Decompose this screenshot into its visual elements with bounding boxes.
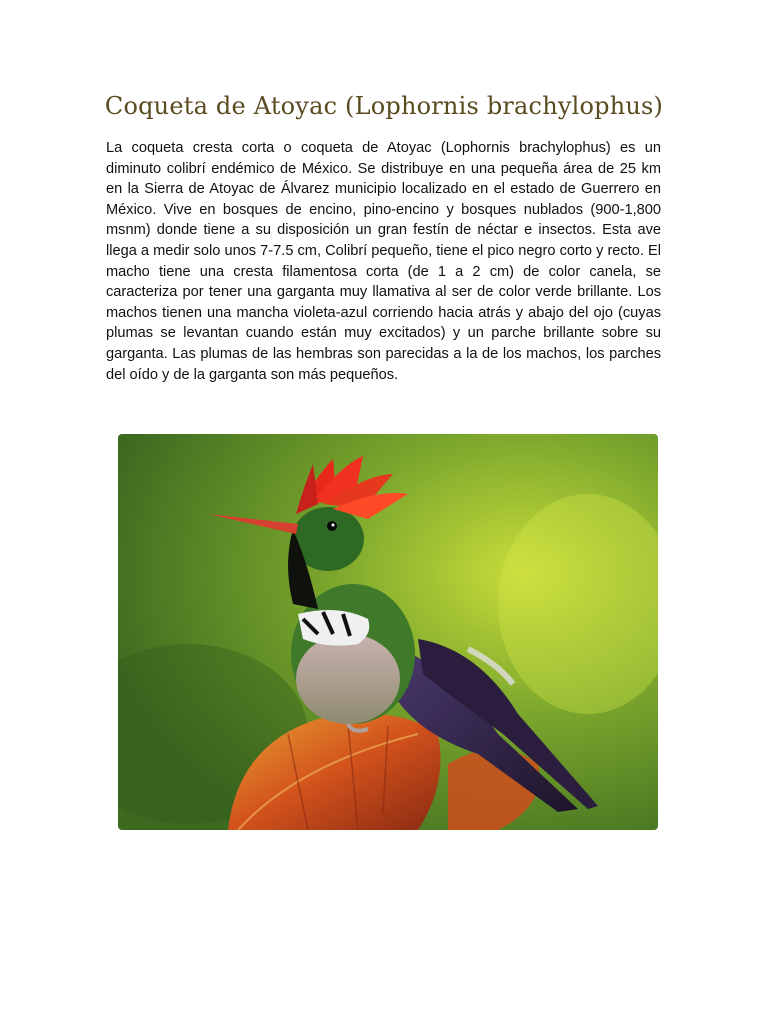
hummingbird-photo xyxy=(118,434,658,830)
body-paragraph: La coqueta cresta corta o coqueta de Atoyac (Lophornis brachylophus) es un diminuto colibrí endémico de México. Se distribuye en una pequeña área de 25 km en la Sierra de Atoyac de Álvarez municipio localizado en el estado de Guerrero en México. Vive en bosques de encino, pino-encino y bosques nublados (900-1,800 msnm) donde tiene a su disposición un gran festín de néctar e insectos. Esta ave llega a medir solo unos 7-7.5 cm, Colibrí pequeño, tiene el pico negro corto y recto. El macho tiene una cresta filamentosa corta (de 1 a 2 cm) de color canela, se caracteriza por tener una garganta muy llamativa al ser de color verde brillante. Los machos tienen una mancha violeta-azul corriendo hacia atrás y abajo del ojo (cuyas plumas se levantan cuando están muy excitados) y un parche brillante sobre su garganta. Las plumas de las hembras son parecidas a la de los machos, los parches del oído y de la garganta son más pequeños. xyxy=(106,140,661,383)
hummingbird-illustration xyxy=(118,434,658,830)
page-title: Coqueta de Atoyac (Lophornis brachylophus) xyxy=(104,92,664,120)
